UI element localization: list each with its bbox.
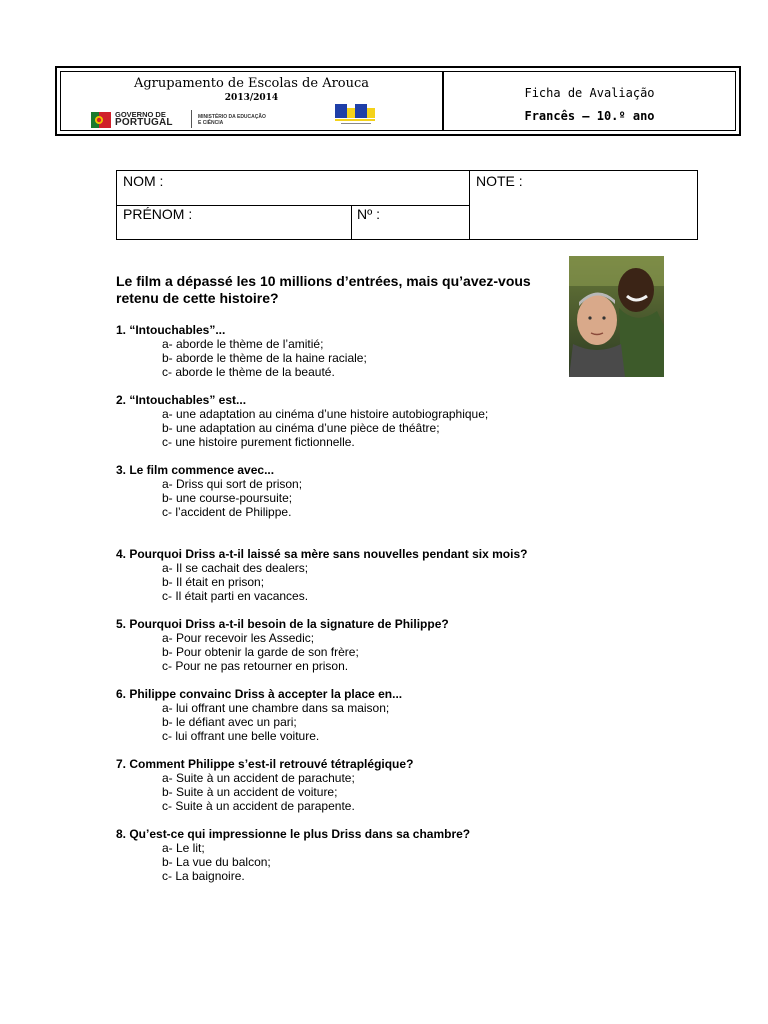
table-divider-main (469, 171, 470, 239)
question-title: 3. Le film commence avec... (116, 463, 275, 477)
answer-option[interactable]: c- une histoire purement fictionnelle. (162, 435, 355, 449)
answer-option[interactable]: c- La baignoire. (162, 869, 245, 883)
identification-table (116, 170, 698, 240)
ministry-line2: E CIÊNCIA (198, 120, 224, 126)
question-4 (116, 547, 576, 603)
document-title: Ficha de Avaliação (524, 86, 655, 100)
header-frame (55, 66, 741, 136)
question-title: 6. Philippe convainc Driss à accepter la place en... (116, 687, 403, 701)
answer-option[interactable]: b- une course-poursuite; (162, 491, 293, 505)
school-year: 2013/2014 (224, 93, 279, 103)
ministry-line1: MINISTÉRIO DA EDUCAÇÃO (198, 114, 266, 120)
school-name: Agrupamento de Escolas de Arouca (133, 76, 370, 91)
answer-option[interactable]: c- Pour ne pas retourner en prison. (162, 659, 349, 673)
question-title: 4. Pourquoi Driss a-t-il laissé sa mère sans nouvelles pendant six mois? (116, 547, 528, 561)
question-5 (116, 617, 576, 673)
answer-option[interactable]: c- l’accident de Philippe. (162, 505, 292, 519)
logo-divider (191, 110, 192, 128)
portugal-flag-icon (91, 112, 111, 128)
intro-question: Le film a dépassé les 10 millions d’entrées, mais qu’avez-vous retenu de cette histoire? (116, 273, 531, 306)
numero-field[interactable]: Nº : (357, 206, 381, 222)
question-1 (116, 323, 576, 379)
school-logo-icon (333, 102, 381, 128)
answer-option[interactable]: a- aborde le thème de l’amitié; (162, 337, 324, 351)
gov-line1: GOVERNO DE (115, 110, 166, 119)
answer-option[interactable]: c- Il était parti en vacances. (162, 589, 309, 603)
answer-option[interactable]: b- une adaptation au cinéma d’une pièce de théâtre; (162, 421, 440, 435)
answer-option[interactable]: a- Driss qui sort de prison; (162, 477, 303, 491)
prenom-field[interactable]: PRÉNOM : (123, 206, 193, 222)
answer-option[interactable]: b- le défiant avec un pari; (162, 715, 297, 729)
answer-option[interactable]: b- La vue du balcon; (162, 855, 271, 869)
answer-option[interactable]: b- aborde le thème de la haine raciale; (162, 351, 367, 365)
ministry-logo-text (198, 114, 266, 126)
answer-option[interactable]: c- Suite à un accident de parapente. (162, 799, 355, 813)
question-title: 1. “Intouchables”... (116, 323, 226, 337)
answer-option[interactable]: a- Pour recevoir les Assedic; (162, 631, 315, 645)
note-field[interactable]: NOTE : (476, 173, 523, 189)
question-title: 2. “Intouchables” est... (116, 393, 247, 407)
nom-field[interactable]: NOM : (123, 173, 164, 189)
table-divider-number (351, 205, 352, 239)
question-title: 8. Qu’est-ce qui impressionne le plus Driss dans sa chambre? (116, 827, 471, 841)
answer-option[interactable]: c- lui offrant une belle voiture. (162, 729, 320, 743)
question-title: 5. Pourquoi Driss a-t-il besoin de la signature de Philippe? (116, 617, 449, 631)
header-inner-frame (60, 71, 736, 131)
answer-option[interactable]: a- une adaptation au cinéma d’une histoire autobiographique; (162, 407, 489, 421)
document-subtitle: Francês – 10.º ano (524, 109, 655, 123)
answer-option[interactable]: b- Pour obtenir la garde de son frère; (162, 645, 359, 659)
answer-option[interactable]: a- Il se cachait des dealers; (162, 561, 309, 575)
question-2 (116, 393, 576, 449)
question-3 (116, 463, 576, 519)
answer-option[interactable]: a- lui offrant une chambre dans sa maison; (162, 701, 390, 715)
answer-option[interactable]: c- aborde le thème de la beauté. (162, 365, 335, 379)
header-school-block (61, 72, 444, 130)
answer-option[interactable]: a- Suite à un accident de parachute; (162, 771, 355, 785)
question-6 (116, 687, 576, 743)
intouchables-poster-image (569, 256, 664, 377)
question-8 (116, 827, 576, 883)
government-logo-text (115, 111, 173, 127)
answer-option[interactable]: b- Il était en prison; (162, 575, 265, 589)
header-title-block (444, 72, 735, 130)
question-title: 7. Comment Philippe s’est-il retrouvé tétraplégique? (116, 757, 414, 771)
government-logo (91, 110, 186, 130)
gov-line2: PORTUGAL (115, 117, 173, 128)
answer-option[interactable]: a- Le lit; (162, 841, 205, 855)
question-7 (116, 757, 576, 813)
answer-option[interactable]: b- Suite à un accident de voiture; (162, 785, 338, 799)
